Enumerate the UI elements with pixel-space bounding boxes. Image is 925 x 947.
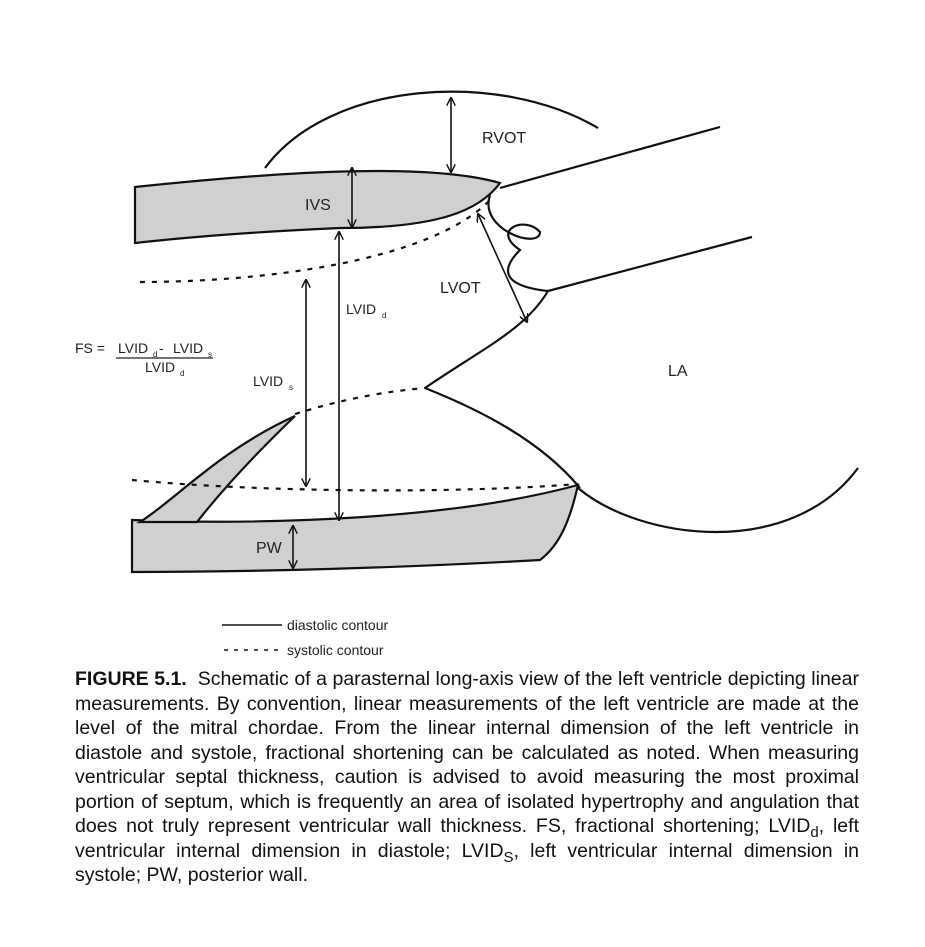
systolic-contour-mid <box>295 388 425 414</box>
lvid-d-label <box>346 301 386 320</box>
svg-text:-: - <box>159 340 164 356</box>
svg-text:LVID: LVID <box>253 373 284 389</box>
anterior-mitral-leaflet <box>425 291 548 388</box>
aortic-valve-cusps <box>488 195 548 291</box>
caption-title: FIGURE 5.1. <box>75 668 187 690</box>
ivs-label: IVS <box>305 197 331 214</box>
caption-middle: , left ventricular internal dimension in diastole; LVID <box>75 815 859 862</box>
legend <box>222 617 389 658</box>
lvid-s-label <box>253 373 293 392</box>
caption-sub-d: d <box>810 823 819 841</box>
posterior-mitral-leaflet <box>425 388 580 488</box>
rvot-label: RVOT <box>482 130 527 147</box>
aortic-anterior-wall <box>500 127 720 188</box>
rv-free-wall <box>265 92 598 168</box>
svg-text:d: d <box>180 369 185 378</box>
svg-text:LVID: LVID <box>346 301 377 317</box>
legend-systolic-label: systolic contour <box>287 642 384 658</box>
pw-label: PW <box>256 540 282 557</box>
left-atrium-wall <box>578 468 858 532</box>
papillary-muscle <box>140 416 295 522</box>
caption-sub-s: S <box>503 848 514 866</box>
figure-caption <box>75 667 859 888</box>
lvot-label: LVOT <box>440 280 481 297</box>
caption-end: , left ventricular internal dimension in systole; PW, posterior wall. <box>75 839 859 886</box>
svg-text:d: d <box>153 350 158 359</box>
svg-text:LVID: LVID <box>118 340 149 356</box>
svg-text:s: s <box>208 350 212 359</box>
svg-text:LVID: LVID <box>173 340 204 356</box>
svg-text:FS =: FS = <box>75 340 105 356</box>
fs-formula <box>75 340 213 378</box>
lvot-measure-arrow <box>478 214 527 322</box>
la-label: LA <box>668 363 688 380</box>
svg-text:d: d <box>382 311 387 320</box>
legend-diastolic-label: diastolic contour <box>287 617 389 633</box>
caption-body: Schematic of a parasternal long-axis view of the left ventricle depicting linear measurements. By convention, linear measurements of the left ventricle are made at the level of the mitral chordae. From the linear internal dimension of the left ventricle in diastole and systole, fractional shortening can be calculated as noted. When measuring ventricular septal thickness, caution is advised to avoid measuring the most proximal portion of septum, which is frequently an area of isolated hypertrophy and angulation that does not truly represent ventricular wall thickness. FS, fractional shortening; LVID <box>75 668 859 837</box>
svg-text:LVID: LVID <box>145 359 176 375</box>
aortic-posterior-wall <box>548 237 752 291</box>
svg-text:s: s <box>289 383 293 392</box>
